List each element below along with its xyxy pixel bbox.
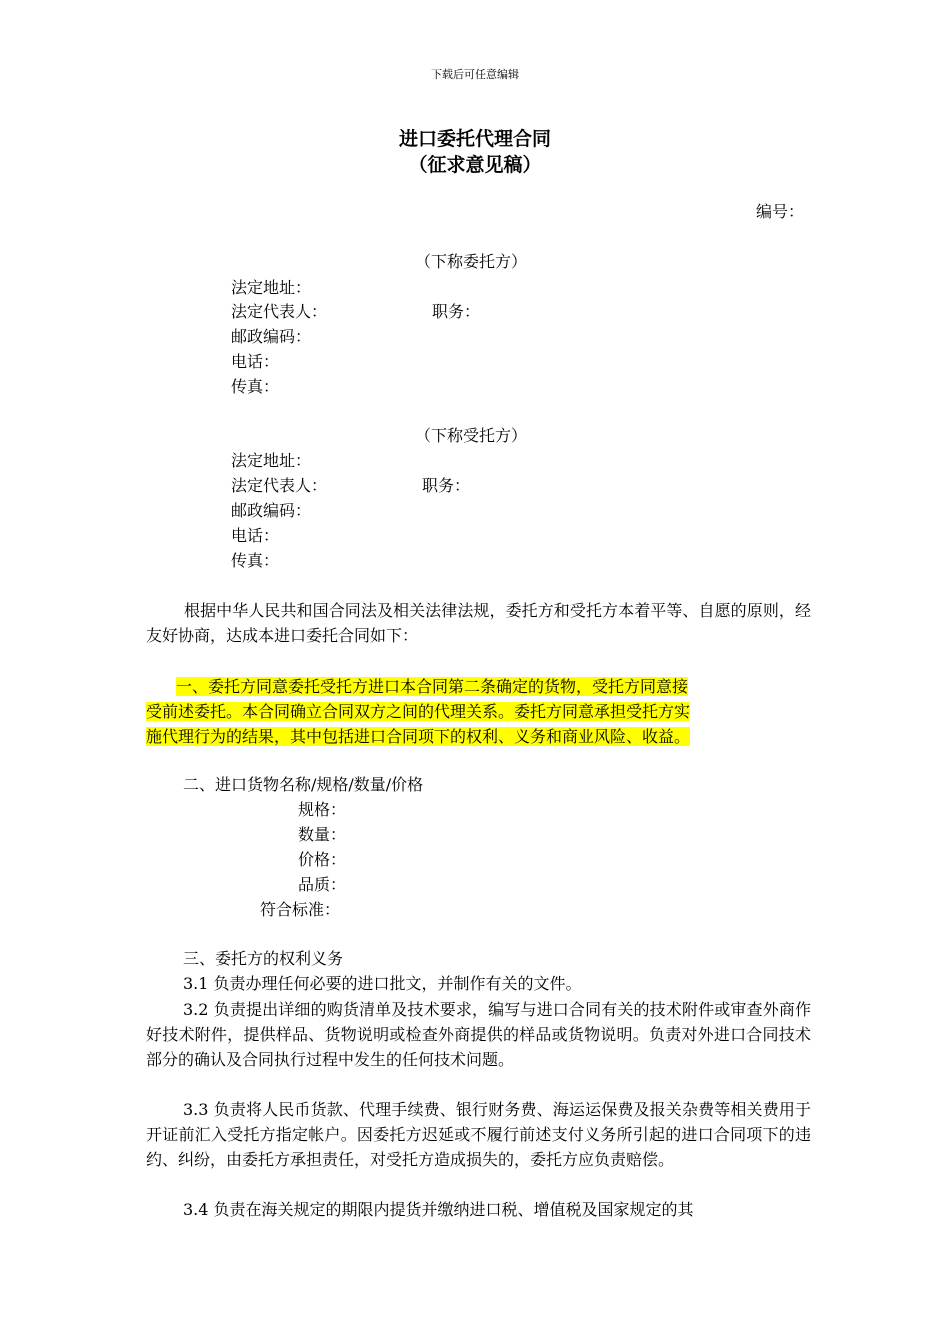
clause-3-item-2: 3.2 负责提出详细的购货清单及技术要求，编写与进口合同有关的技术附件或审查外商作好技术附件，提供样品、货物说明或检查外商提供的样品或货物说明。负责对外进口合同技术部分的确认及合同执行过程中发生的任何技术问题。 — [146, 1000, 811, 1069]
client-postcode-label: 邮政编码： — [231, 327, 312, 346]
client-phone-label: 电话： — [231, 352, 280, 371]
client-heading: （下称委托方） — [415, 252, 528, 271]
clause-3-heading: 三、委托方的权利义务 — [183, 949, 344, 968]
goods-price-label: 价格： — [298, 850, 347, 869]
clause-1-line-3: 施代理行为的结果，其中包括进口合同项下的权利、义务和商业风险、收益。 — [146, 727, 691, 746]
agent-postcode-label: 邮政编码： — [231, 501, 312, 520]
agent-representative-label: 法定代表人： — [231, 476, 328, 495]
agent-phone-label: 电话： — [231, 526, 280, 545]
goods-standard-label: 符合标准： — [260, 900, 341, 919]
goods-quantity-label: 数量： — [298, 825, 347, 844]
clause-1-line-1: 一、委托方同意委托受托方进口本合同第二条确定的货物，受托方同意接 — [176, 677, 689, 696]
page-header-note: 下载后可任意编辑 — [431, 68, 519, 81]
clause-1 — [146, 674, 690, 749]
intro-paragraph: 根据中华人民共和国合同法及相关法律法规，委托方和受托方本着平等、自愿的原则，经友好协商，达成本进口委托合同如下： — [146, 601, 811, 645]
clause-2-heading: 二、进口货物名称/规格/数量/价格 — [183, 775, 424, 794]
goods-spec-label: 规格： — [298, 800, 347, 819]
client-position-label: 职务： — [432, 302, 481, 321]
clause-3-item-4: 3.4 负责在海关规定的期限内提货并缴纳进口税、增值税及国家规定的其 — [183, 1200, 694, 1219]
agent-position-label: 职务： — [422, 476, 471, 495]
client-fax-label: 传真： — [231, 377, 280, 396]
goods-quality-label: 品质： — [298, 875, 347, 894]
clause-3-item-3: 3.3 负责将人民币货款、代理手续费、银行财务费、海运运保费及报关杂费等相关费用于开证前汇入受托方指定帐户。因委托方迟延或不履行前述支付义务所引起的进口合同项下的违约、纠纷，由委托方承担责任，对受托方造成损失的，委托方应负责赔偿。 — [146, 1100, 811, 1169]
document-subtitle: （征求意见稿） — [408, 154, 542, 176]
document-title: 进口委托代理合同 — [398, 128, 551, 150]
contract-number-label: 编号： — [756, 202, 805, 221]
agent-address-label: 法定地址： — [231, 451, 312, 470]
clause-3-item-1: 3.1 负责办理任何必要的进口批文，并制作有关的文件。 — [183, 974, 582, 993]
agent-heading: （下称受托方） — [415, 426, 528, 445]
clause-1-line-2: 受前述委托。本合同确立合同双方之间的代理关系。委托方同意承担受托方实 — [146, 702, 691, 721]
agent-fax-label: 传真： — [231, 551, 280, 570]
client-address-label: 法定地址： — [231, 278, 312, 297]
client-representative-label: 法定代表人： — [231, 302, 328, 321]
